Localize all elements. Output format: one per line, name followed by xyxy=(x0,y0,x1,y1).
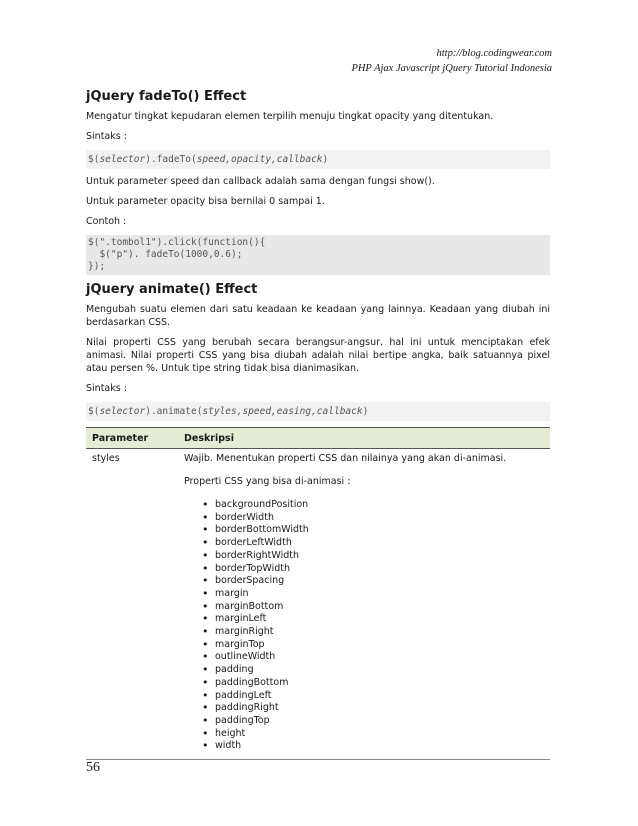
css-property-list xyxy=(184,499,544,753)
syntax-prefix: $( xyxy=(88,154,100,165)
syntax-selector: selector xyxy=(99,154,146,165)
animate-title: jQuery animate() Effect xyxy=(86,282,258,297)
list-item: • marginTop xyxy=(204,639,544,652)
param-description-cell xyxy=(178,449,550,760)
list-item: • borderWidth xyxy=(204,512,544,525)
list-item: • outlineWidth xyxy=(204,651,544,664)
header-url: http://blog.codingwear.com xyxy=(436,48,552,59)
list-item: • marginLeft xyxy=(204,613,544,626)
column-header-description: Deskripsi xyxy=(178,428,550,449)
animate-description-detail: Nilai properti CSS yang berubah secara berangsur-angsur, hal ini untuk menciptakan efek animasi. Nilai properti CSS yang bisa diubah adalah nilai bertipe angka, baik satuannya pixel atau persen %. Untuk tipe string tidak bisa dianimasikan. xyxy=(86,337,550,374)
list-item: • paddingBottom xyxy=(204,677,544,690)
list-item: • borderBottomWidth xyxy=(204,524,544,537)
page-header xyxy=(351,46,552,76)
list-item: • borderTopWidth xyxy=(204,563,544,576)
syntax-params: styles,speed,easing,callback xyxy=(202,406,363,417)
list-item: • paddingLeft xyxy=(204,690,544,703)
list-item: • borderLeftWidth xyxy=(204,537,544,550)
column-header-parameter: Parameter xyxy=(86,428,178,449)
fadeto-syntax-label: Sintaks : xyxy=(86,131,127,142)
page-content xyxy=(86,88,550,760)
fadeto-title: jQuery fadeTo() Effect xyxy=(86,89,247,104)
list-item: • backgroundPosition xyxy=(204,499,544,512)
syntax-method: ).animate( xyxy=(145,406,203,417)
syntax-suffix: ) xyxy=(362,406,369,417)
list-item: • width xyxy=(204,740,544,753)
param-description: Wajib. Menentukan properti CSS dan nilainya yang akan di-animasi. xyxy=(184,453,507,464)
list-item: • height xyxy=(204,728,544,741)
list-item: • paddingRight xyxy=(204,702,544,715)
list-item: • padding xyxy=(204,664,544,677)
list-item: • paddingTop xyxy=(204,715,544,728)
list-item: • marginBottom xyxy=(204,601,544,614)
table-row xyxy=(86,449,550,760)
fadeto-note-speed: Untuk parameter speed dan callback adalah sama dengan fungsi show(). xyxy=(86,176,435,187)
parameter-table xyxy=(86,427,550,760)
list-item: • margin xyxy=(204,588,544,601)
syntax-suffix: ) xyxy=(322,154,329,165)
syntax-selector: selector xyxy=(99,406,146,417)
page-number: 56 xyxy=(86,760,100,775)
list-item: • borderRightWidth xyxy=(204,550,544,563)
fadeto-description: Mengatur tingkat kepudaran elemen terpilih menuju tingkat opacity yang ditentukan. xyxy=(86,111,494,122)
animate-description: Mengubah suatu elemen dari satu keadaan ke keadaan yang lainnya. Keadaan yang diubah ini berdasarkan CSS. xyxy=(86,304,550,328)
param-sub-heading: Properti CSS yang bisa di-animasi : xyxy=(184,476,351,487)
table-header-row xyxy=(86,428,550,449)
syntax-method: ).fadeTo( xyxy=(145,154,197,165)
list-item: • borderSpacing xyxy=(204,575,544,588)
animate-syntax-label: Sintaks : xyxy=(86,383,127,394)
param-name: styles xyxy=(86,449,178,760)
list-item: • marginRight xyxy=(204,626,544,639)
syntax-params: speed,opacity,callback xyxy=(196,154,323,165)
syntax-prefix: $( xyxy=(88,406,100,417)
fadeto-example-label: Contoh : xyxy=(86,216,127,227)
header-subtitle: PHP Ajax Javascript jQuery Tutorial Indonesia xyxy=(351,63,552,74)
fadeto-syntax xyxy=(86,150,550,169)
animate-syntax xyxy=(86,402,550,421)
fadeto-code-example: $(".tombol1").click(function(){ $("p"). fadeTo(1000,0.6); }); xyxy=(86,235,550,275)
fadeto-note-opacity: Untuk parameter opacity bisa bernilai 0 sampai 1. xyxy=(86,196,325,207)
